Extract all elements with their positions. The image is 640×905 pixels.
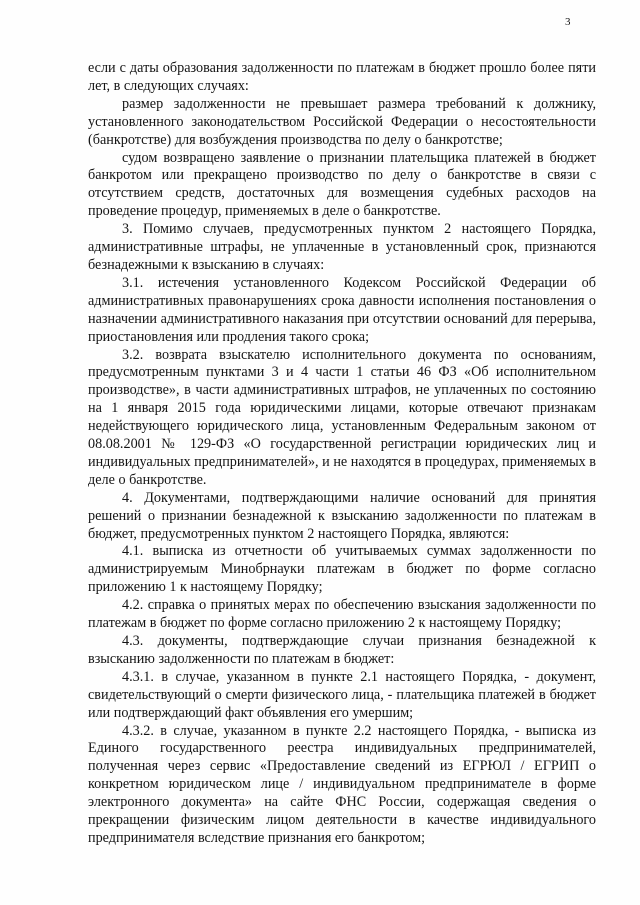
paragraph: если с даты образования задолженности по платежам в бюджет прошло более пяти лет, в следующих случаях: bbox=[88, 60, 596, 94]
paragraph: 4.1. выписка из отчетности об учитываемых суммах задолженности по администрируемым Минобрнауки платежам в бюджет по форме согласно приложению 1 к настоящему Порядку; bbox=[88, 543, 596, 596]
paragraph: 4.2. справка о принятых мерах по обеспечению взыскания задолженности по платежам в бюджет по форме согласно приложению 2 к настоящему Порядку; bbox=[88, 597, 596, 632]
paragraph: размер задолженности не превышает размера требований к должнику, установленного законодательством Российской Федерации о несостоятельности (банкротстве) для возбуждения производства по делу о банкротстве; bbox=[88, 95, 596, 148]
paragraph: 3.2. возврата взыскателю исполнительного документа по основаниям, предусмотренным пунктами 3 и 4 части 1 статьи 46 ФЗ «Об исполнительном производстве», в части административных штрафов, не уплаченных по состоянию на 1 января 2015 года юридическими лицами, которые отвечают признакам недействующего юридического лица, установленным Федеральным законом от 08.08.2001 № 129-ФЗ «О государственной регистрации юридических лиц и индивидуальных предпринимателей», и не находятся в процедурах, применяемых в деле о банкротстве. bbox=[88, 346, 596, 488]
paragraph: 3. Помимо случаев, предусмотренных пунктом 2 настоящего Порядка, административные штрафы, не уплаченные в установленный срок, признаются безнадежными к взысканию в случаях: bbox=[88, 221, 596, 273]
paragraph: 4.3.1. в случае, указанном в пункте 2.1 настоящего Порядка, - документ, свидетельствующий о смерти физического лица, - плательщика платежей в бюджет или подтверждающий факт объявления его умершим; bbox=[88, 668, 596, 721]
paragraph: судом возвращено заявление о признании плательщика платежей в бюджет банкротом или прекращено производство по делу о банкротстве в связи с отсутствием средств, достаточных для возмещения судебных расходов на проведение процедур, применяемых в деле о банкротстве. bbox=[88, 149, 596, 220]
paragraph: 4.3. документы, подтверждающие случаи признания безнадежной к взысканию задолженности по платежам в бюджет: bbox=[88, 633, 596, 667]
page-number: 3 bbox=[565, 16, 571, 28]
paragraph: 4.3.2. в случае, указанном в пункте 2.2 настоящего Порядка, - выписка из Единого государственного реестра индивидуальных предпринимателей, полученная через сервис «Предоставление сведений из ЕГРЮЛ / ЕГРИП о конкретном юридическом лице / индивидуальном предпринимателе в форме электронного документа» на сайте ФНС России, содержащая сведения о прекращении физическим лицом деятельности в качестве индивидуального предпринимателя вследствие признания его банкротом; bbox=[88, 722, 596, 846]
document-body bbox=[88, 60, 596, 848]
paragraph: 3.1. истечения установленного Кодексом Российской Федерации об административных правонарушениях срока давности исполнения постановления о назначении административного наказания при отсутствии оснований для перерыва, приостановления или продления такого срока; bbox=[88, 274, 596, 345]
paragraph: 4. Документами, подтверждающими наличие оснований для принятия решений о признании безнадежной к взысканию задолженности по платежам в бюджет, предусмотренных пунктом 2 настоящего Порядка, являются: bbox=[88, 489, 596, 542]
